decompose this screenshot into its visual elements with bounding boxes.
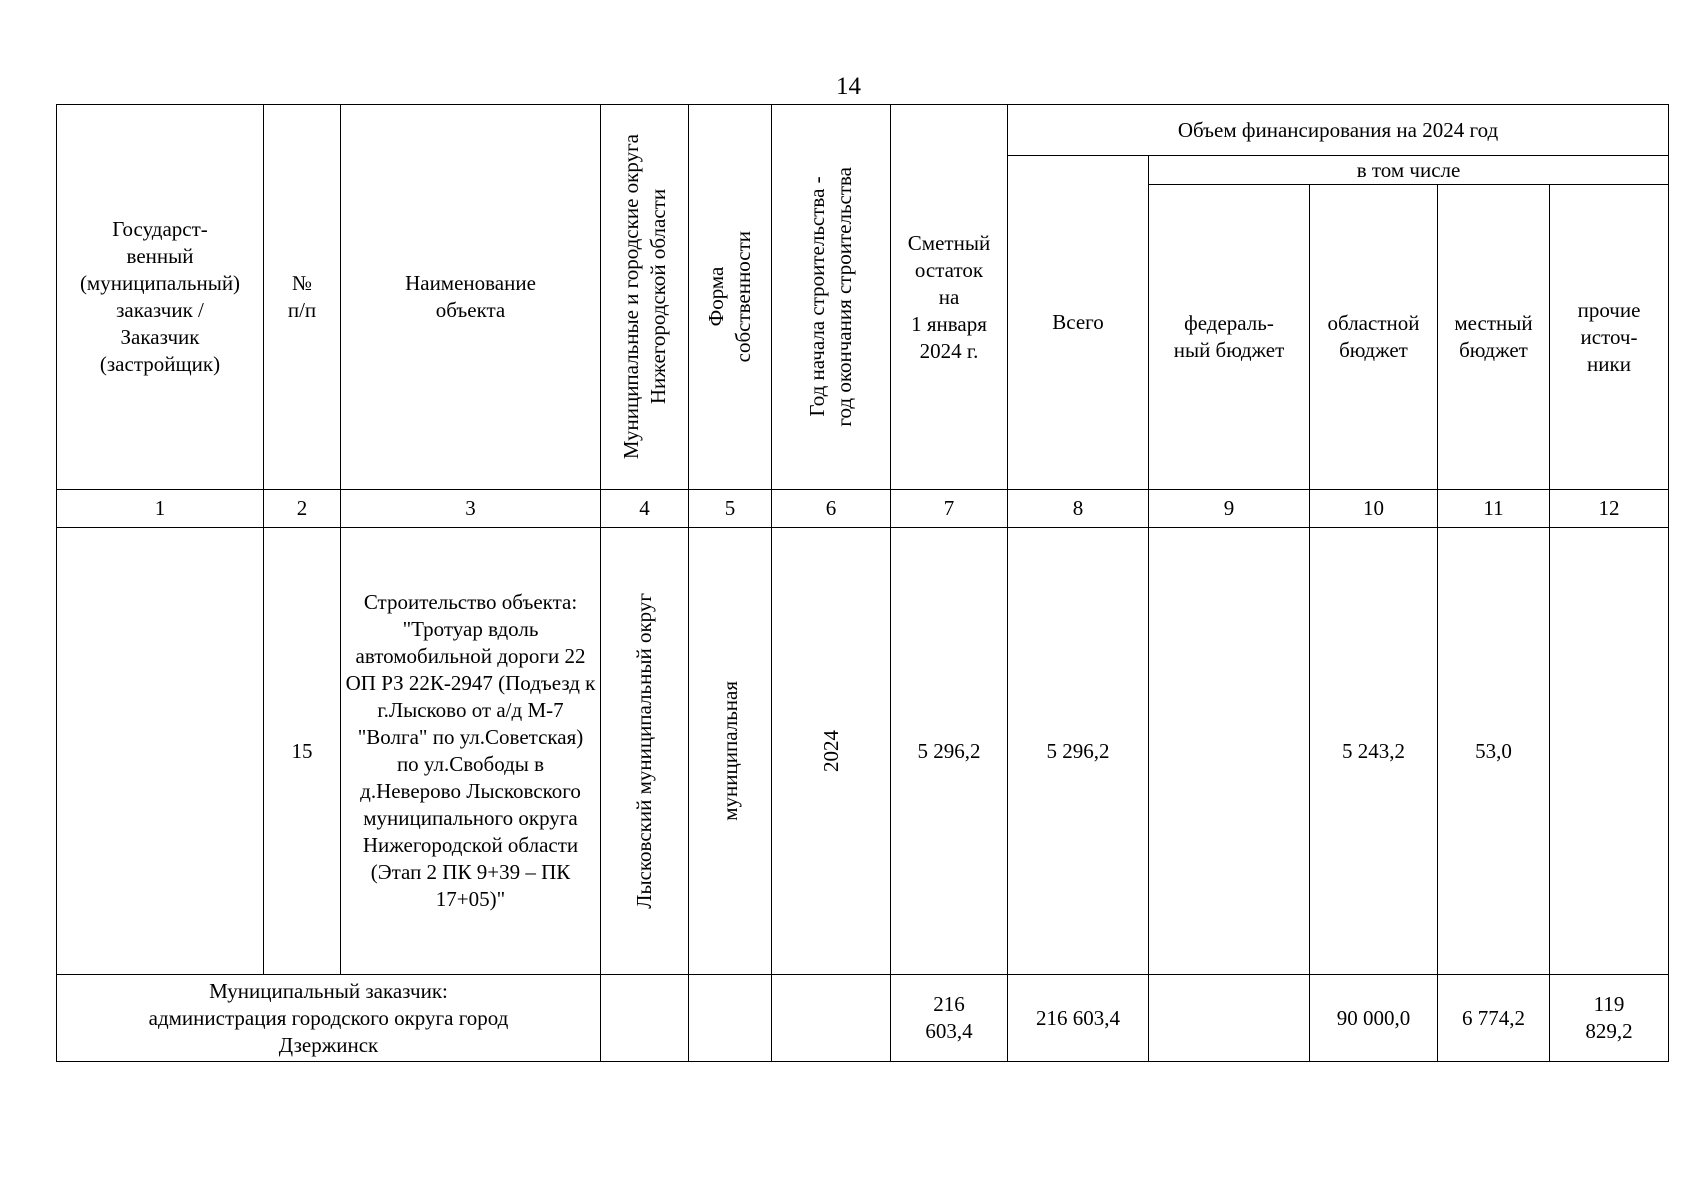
header-financing-title: Объем финансирования на 2024 год (1008, 105, 1669, 156)
column-number: 7 (891, 490, 1008, 528)
total-label: Муниципальный заказчик: администрация городского округа город Дзержинск (57, 975, 601, 1062)
row-total: 5 296,2 (1008, 528, 1149, 975)
column-number: 4 (601, 490, 689, 528)
total-row (57, 975, 1669, 1062)
row-number: 15 (264, 528, 341, 975)
row-estimate-balance: 5 296,2 (891, 528, 1008, 975)
header-years: Год начала строительства - год окончания строительства (805, 167, 856, 427)
header-object-name: Наименование объекта (341, 105, 601, 490)
column-number: 2 (264, 490, 341, 528)
column-number: 3 (341, 490, 601, 528)
row-customer (57, 528, 264, 975)
header-ownership-cell (689, 105, 772, 490)
total-total: 216 603,4 (1008, 975, 1149, 1062)
column-number: 9 (1149, 490, 1310, 528)
row-other (1550, 528, 1669, 975)
header-customer: Государст- венный (муниципальный) заказчик / Заказчик (застройщик) (57, 105, 264, 490)
total-federal (1149, 975, 1310, 1062)
column-number: 11 (1438, 490, 1550, 528)
header-municipality: Муниципальные и городские округа Нижегородской области (618, 134, 670, 460)
header-municipality-cell (601, 105, 689, 490)
total-regional: 90 000,0 (1310, 975, 1438, 1062)
row-years-cell (772, 528, 891, 975)
row-regional: 5 243,2 (1310, 528, 1438, 975)
row-ownership-cell (689, 528, 772, 975)
financing-table (56, 104, 1669, 1062)
total-estimate-balance: 216 603,4 (891, 975, 1008, 1062)
header-total: Всего (1008, 156, 1149, 490)
header-regional: областной бюджет (1310, 185, 1438, 490)
header-federal: федераль- ный бюджет (1149, 185, 1310, 490)
total-empty-cell (601, 975, 689, 1062)
row-local: 53,0 (1438, 528, 1550, 975)
total-empty-cell (772, 975, 891, 1062)
column-number: 12 (1550, 490, 1669, 528)
column-number: 8 (1008, 490, 1149, 528)
total-empty-cell (689, 975, 772, 1062)
row-object-name: Строительство объекта: "Тротуар вдоль автомобильной дороги 22 ОП РЗ 22К-2947 (Подъезд к г.Лысково от а/д М-7 "Волга" по ул.Советская) по ул.Свободы в д.Неверово Лысковского муниципального округа Нижегородской области (Этап 2 ПК 9+39 – ПК 17+05)" (341, 528, 601, 975)
header-number: № п/п (264, 105, 341, 490)
total-local: 6 774,2 (1438, 975, 1550, 1062)
column-number: 5 (689, 490, 772, 528)
total-other: 119 829,2 (1550, 975, 1669, 1062)
row-municipality: Лысковский муниципальный округ (632, 593, 656, 909)
row-years: 2024 (818, 730, 843, 772)
column-number: 10 (1310, 490, 1438, 528)
header-estimate-balance: Сметный остаток на 1 января 2024 г. (891, 105, 1008, 490)
page-number: 14 (836, 73, 861, 100)
header-years-cell (772, 105, 891, 490)
header-including: в том числе (1149, 156, 1669, 185)
column-number: 6 (772, 490, 891, 528)
header-ownership: Форма собственности (704, 231, 755, 363)
row-ownership: муниципальная (717, 681, 742, 821)
header-local: местный бюджет (1438, 185, 1550, 490)
row-municipality-cell (601, 528, 689, 975)
column-number-row (57, 490, 1669, 528)
table-row (57, 528, 1669, 975)
header-other: прочие источ- ники (1550, 185, 1669, 490)
column-number: 1 (57, 490, 264, 528)
row-federal (1149, 528, 1310, 975)
